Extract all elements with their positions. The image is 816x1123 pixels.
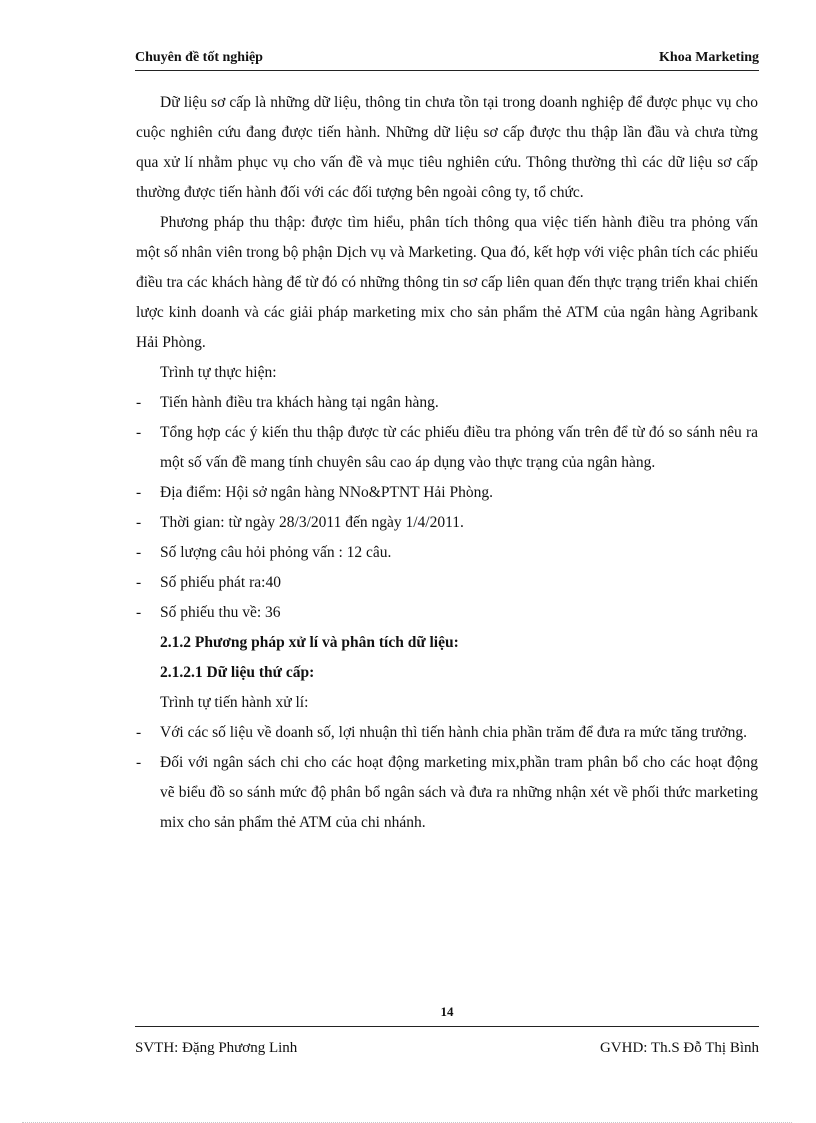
paragraph-primary-data: Dữ liệu sơ cấp là những dữ liệu, thông tin chưa tồn tại trong doanh nghiệp để được phục vụ cho cuộc nghiên cứu đang được tiến hành. Những dữ liệu sơ cấp được thu thập lần đầu và chưa từng qua xử lí nhằm phục vụ cho vấn đề và mục tiêu nghiên cứu. Thông thường thì các dữ liệu sơ cấp thường được tiến hành đối với các đối tượng bên ngoài công ty, tổ chức. — [136, 94, 758, 201]
dash-marker: - — [136, 604, 142, 621]
list-item — [136, 388, 758, 418]
section-heading: 2.1.2 Phương pháp xử lí và phân tích dữ liệu: — [160, 634, 459, 651]
list-item — [136, 418, 758, 478]
header-title: Chuyên đề tốt nghiệp — [135, 50, 263, 65]
paragraph-procedure-label: Trình tự thực hiện: — [160, 364, 277, 381]
list-item — [136, 598, 758, 628]
list-item-text: Số phiếu thu về: 36 — [160, 604, 281, 621]
dash-marker: - — [136, 754, 142, 771]
header-department: Khoa Marketing — [659, 50, 759, 65]
page-content — [136, 88, 758, 838]
dash-marker: - — [136, 484, 142, 501]
dash-marker: - — [136, 724, 142, 741]
dash-marker: - — [136, 424, 142, 441]
list-item — [136, 748, 758, 838]
paragraph-processing-label: Trình tự tiến hành xử lí: — [160, 694, 309, 711]
footer-supervisor: GVHD: Th.S Đỗ Thị Bình — [599, 1040, 759, 1056]
list-item-text: Địa điểm: Hội sở ngân hàng NNo&PTNT Hải Phòng. — [160, 484, 493, 501]
dash-marker: - — [136, 544, 142, 561]
list-item — [136, 718, 758, 748]
list-item-text: Tổng hợp các ý kiến thu thập được từ các phiếu điều tra phỏng vấn trên để từ đó so sánh nêu ra một số vấn đề mang tính chuyên sâu cao áp dụng vào thực trạng của ngân hàng. — [160, 424, 758, 471]
list-item-text: Với các số liệu về doanh số, lợi nhuận thì tiến hành chia phần trăm để đưa ra mức tăng trưởng. — [160, 724, 747, 741]
dash-marker: - — [136, 514, 142, 531]
list-item — [136, 568, 758, 598]
list-item — [136, 508, 758, 538]
list-item-text: Tiến hành điều tra khách hàng tại ngân hàng. — [160, 394, 439, 411]
dash-marker: - — [136, 394, 142, 411]
list-item-text: Đối với ngân sách chi cho các hoạt động marketing mix,phần tram phân bổ cho các hoạt động vẽ biểu đồ so sánh mức độ phân bổ ngân sách và đưa ra những nhận xét về phối thức marketing mix cho sản phẩm thẻ ATM của chi nhánh. — [160, 754, 758, 831]
page-number: 14 — [135, 1004, 759, 1027]
list-item — [136, 478, 758, 508]
footer-student: SVTH: Đặng Phương Linh — [135, 1040, 298, 1056]
list-item — [136, 538, 758, 568]
list-item-text: Số phiếu phát ra:40 — [160, 574, 281, 591]
paragraph-collection-method: Phương pháp thu thập: được tìm hiểu, phân tích thông qua việc tiến hành điều tra phỏng vấn một số nhân viên trong bộ phận Dịch vụ và Marketing. Qua đó, kết hợp với việc phân tích các phiếu điều tra các khách hàng để từ đó có những thông tin sơ cấp liên quan đến thực trạng triển khai chiến lược kinh doanh và các giải pháp marketing mix cho sản phẩm thẻ ATM của ngân hàng Agribank Hải Phòng. — [136, 214, 758, 351]
page-header — [135, 46, 759, 71]
subsection-heading: 2.1.2.1 Dữ liệu thứ cấp: — [160, 664, 315, 681]
list-item-text: Số lượng câu hỏi phỏng vấn : 12 câu. — [160, 544, 392, 561]
dash-marker: - — [136, 574, 142, 591]
list-item-text: Thời gian: từ ngày 28/3/2011 đến ngày 1/4/2011. — [160, 514, 464, 531]
